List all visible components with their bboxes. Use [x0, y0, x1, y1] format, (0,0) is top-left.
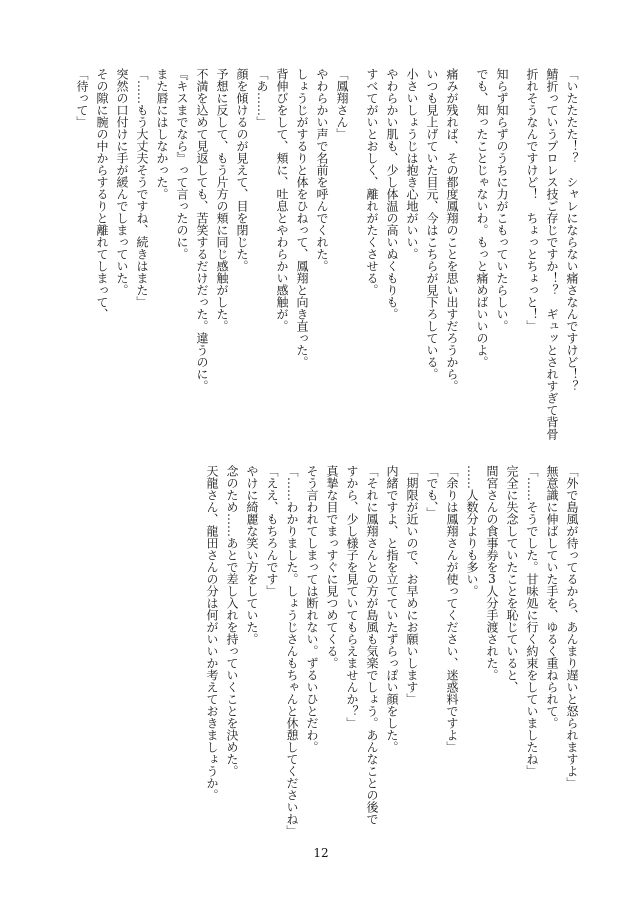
text-line: 不満を込めて見返しても、苦笑するだけだった。違うのに。 [195, 68, 209, 392]
text-line: 「余りは鳳翔さんが使ってください、迷惑料ですよ」 [445, 465, 459, 753]
text-line: 「それに鳳翔さんとの方が島風も気楽でしょう。あんなことの後で [365, 465, 379, 825]
text-line: 「でも、」 [425, 465, 439, 519]
text-line: やわらかい声で名前を呼んでくれた。 [315, 68, 329, 272]
text-line [482, 465, 502, 841]
text-line: 痛みが残れば、その都度鳳翔のことを思い出すだろうから。 [445, 68, 459, 392]
text-line: 「外で島風が待ってるから、あんまり遅いと怒られますよ」 [565, 465, 579, 789]
text-line: 「期限が近いので、お早めにお願いします」 [405, 465, 419, 705]
text-line: やわらかい肌も、少し体温の高いぬくもりも。 [385, 68, 399, 320]
text-line: 「……そうでした。甘味処に行く約束をしていましたね」 [525, 465, 539, 777]
text-line: その隙に腕の中からするりと離れてしまって、 [95, 68, 109, 320]
text-line: やけに綺麗な笑い方をしていた。 [245, 465, 259, 645]
text-line: 完全に失念していたことを恥じていると、 [505, 465, 519, 693]
text-line: すべてがいとおしく、離れがたくさせる。 [365, 68, 379, 296]
text-line: 念のため……あとで差し入れを持っていくことを決めた。 [225, 465, 239, 777]
text-line: 「ええ、もちろんです」 [265, 465, 279, 597]
text-line: 小さいしょうじは抱き心地がいい。 [405, 68, 419, 260]
text-line: 顔を傾けるのが見えて、目を閉じた。 [235, 68, 249, 272]
text-line: また唇にはしなかった。 [155, 68, 169, 200]
text-line: そう言われてしまっては断れない。ずるいひとだわ。 [305, 465, 319, 753]
text-line: 内緒ですよ、と指を立てていたずらっぽい顔をした。 [385, 465, 399, 753]
text-line: いつも見上げていた目元、今はこちらが見下ろしている。 [425, 68, 439, 380]
text-line: 無意識に伸ばしていた手を、ゆるく重ねられて。 [545, 465, 559, 729]
text-line: しょうじがするりと体をひねって、鳳翔と向き直った。 [295, 68, 309, 368]
text-line: 背伸びをして、頬に、吐息とやわらかい感触が。 [275, 68, 289, 332]
text-line: 『キスまでなら』って言ったのに。 [175, 68, 189, 260]
text-line: 「鳳翔さん」 [335, 68, 349, 140]
text-line: 突然の口付けに手が緩んでしまっていた。 [115, 68, 129, 296]
text-line: 知らず知らずのうちに力がこもっていたらしい。 [495, 68, 509, 332]
text-segment: 間宮さんの食事券を [485, 465, 499, 573]
text-line: 「あ……」 [255, 68, 269, 128]
page-number: 12 [313, 846, 329, 860]
text-line: 天龍さん、龍田さんの分は何がいいか考えておきましょうか。 [205, 465, 219, 801]
text-line: すから、少し様子を見ていてもらえませんか？」 [345, 465, 359, 729]
text-line: 鯖折っていうプロレス技ご存じですか！？ ギュッとされすぎて背骨 [545, 68, 559, 440]
text-line: 真摯な目でまっすぐに見つめてくる。 [325, 465, 339, 669]
text-line: 「待って」 [75, 68, 89, 128]
bottom-text-block [202, 465, 582, 841]
upright-number: 3 [488, 573, 496, 585]
text-line: 予想に反して、もう片方の頬に同じ感触がした。 [215, 68, 229, 332]
text-line: 「いたたたた！？ シャレにならない痛さなんですけど！？ [565, 68, 579, 392]
text-segment: 人分手渡された。 [485, 585, 499, 681]
text-line: 「……もう大丈夫そうですね、続きはまた」 [135, 68, 149, 308]
text-line: 折れそうなんですけど！ ちょっとちょっと！」 [525, 68, 539, 332]
top-text-block [72, 68, 582, 444]
text-line: 「……わかりました。しょうじさんもちゃんと休憩してくださいね」 [285, 465, 299, 837]
text-line: でも、知ったことじゃないわ。もっと痛めばいいのよ。 [475, 68, 489, 368]
text-line: ……人数分よりも多い。 [465, 465, 479, 597]
